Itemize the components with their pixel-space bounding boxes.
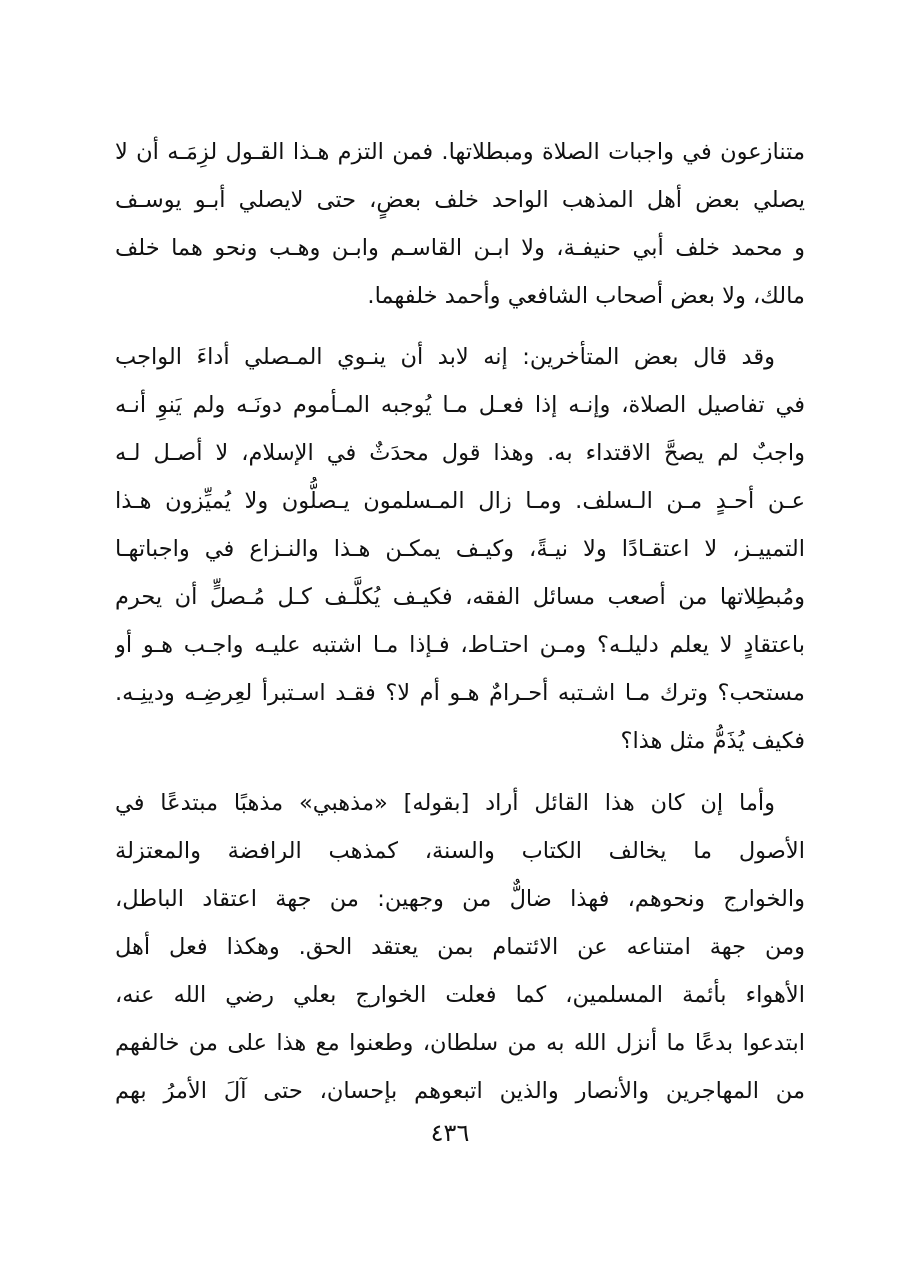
paragraph-1 xyxy=(115,128,805,320)
text-line: مالك، ولا بعض أصحاب الشافعي وأحمد خلفهما. xyxy=(367,283,805,309)
text-line: متنازعون في واجبات الصلاة ومبطلاتها. فمن التزم هـذا القـول لزِمَـه أن لا xyxy=(115,139,805,165)
text-line: واجبٌ لم يصحَّ الاقتداء به. وهذا قول محدَثٌ في الإسلام، لا أصـل لـه xyxy=(115,440,805,466)
text-line: يصلي بعض أهل المذهب الواحد خلف بعضٍ، حتى لايصلي أبـو يوسـف xyxy=(115,187,805,213)
text-line: ومن جهة امتناعه عن الائتمام بمن يعتقد الحق. وهكذا فعل أهل xyxy=(115,934,805,960)
text-line: من المهاجرين والأنصار والذين اتبعوهم بإحسان، حتى آلَ الأمرُ بهم xyxy=(115,1078,805,1104)
text-line: الأصول ما يخالف الكتاب والسنة، كمذهب الرافضة والمعتزلة xyxy=(115,838,805,864)
text-line: والخوارج ونحوهم، فهذا ضالٌّ من وجهين: من جهة اعتقاد الباطل، xyxy=(115,886,805,912)
text-line: باعتقادٍ لا يعلم دليلـه؟ ومـن احتـاط، فـإذا مـا اشتبه عليـه واجـب هـو أو xyxy=(115,632,805,658)
text-line: مستحب؟ وترك مـا اشـتبه أحـرامٌ هـو أم لا؟ فقـد اسـتبرأ لعِرضِـه ودينِـه. xyxy=(115,680,805,706)
text-line: ابتدعوا بدعًا ما أنزل الله به من سلطان، وطعنوا مع هذا على من خالفهم xyxy=(115,1030,805,1056)
text-line: فكيف يُذَمُّ مثل هذا؟ xyxy=(620,728,805,754)
text-line: في تفاصيل الصلاة، وإنـه إذا فعـل مـا يُوجبه المـأموم دونَـه ولم يَنوِ أنـه xyxy=(115,392,805,418)
text-line: و محمد خلف أبي حنيفـة، ولا ابـن القاسـم وابـن وهـب ونحو هما خلف xyxy=(115,235,805,261)
text-line: ومُبطِلاتها من أصعب مسائل الفقه، فكيـف يُكلَّـف كـل مُـصلٍّ أن يحرم xyxy=(115,584,805,610)
text-line: عـن أحـدٍ مـن الـسلف. ومـا زال المـسلمون يـصلُّون ولا يُميِّزون هـذا xyxy=(115,488,805,514)
page-number: ٤٣٦ xyxy=(430,1119,470,1147)
text-line: وأما إن كان هذا القائل أراد [بقوله] «مذهبي» مذهبًا مبتدعًا في xyxy=(115,790,775,816)
text-line: وقد قال بعض المتأخرين: إنه لابد أن ينـوي المـصلي أداءَ الواجب xyxy=(115,344,775,370)
text-line: الأهواء بأئمة المسلمين، كما فعلت الخوارج بعلي رضي الله عنه، xyxy=(115,982,805,1008)
paragraph-2 xyxy=(115,333,805,765)
text-line: التمييـز، لا اعتقـادًا ولا نيـةً، وكيـف يمكـن هـذا والنـزاع في واجباتهـا xyxy=(115,536,805,562)
paragraph-3 xyxy=(115,779,805,1115)
